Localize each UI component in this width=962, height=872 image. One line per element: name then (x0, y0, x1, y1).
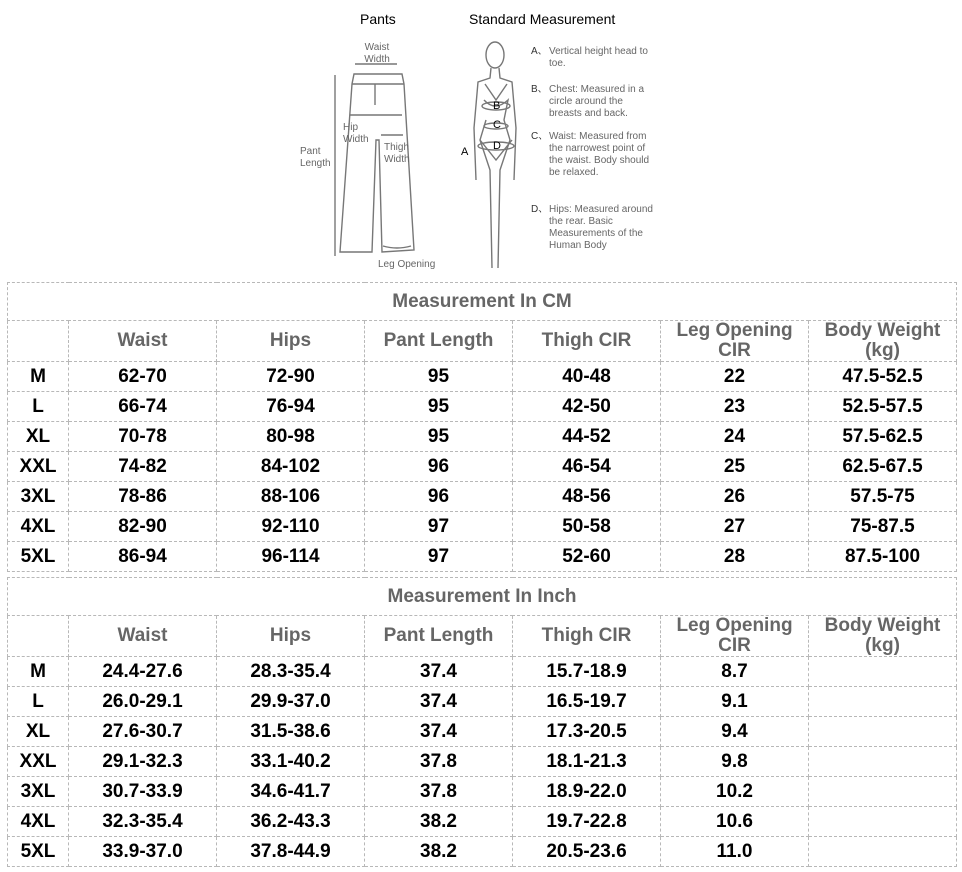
table-cell: 37.8 (365, 777, 513, 807)
table-cell: 18.1-21.3 (513, 747, 661, 777)
size-label: 4XL (8, 512, 69, 542)
table-cell: 24 (661, 422, 809, 452)
size-label: XL (8, 422, 69, 452)
inch-size-table (7, 577, 957, 867)
table-cell: 26.0-29.1 (69, 687, 217, 717)
table-cell: 97 (365, 542, 513, 572)
note-key: D、 (531, 204, 549, 215)
table-cell: 72-90 (217, 362, 365, 392)
table-cell (809, 777, 957, 807)
table-cell: 96 (365, 452, 513, 482)
size-label: 5XL (8, 542, 69, 572)
column-header: Leg Opening CIR (661, 616, 809, 657)
column-header: Pant Length (365, 321, 513, 362)
size-label: XL (8, 717, 69, 747)
table-row (8, 837, 957, 867)
table-cell: 27.6-30.7 (69, 717, 217, 747)
note-key: A、 (531, 46, 548, 57)
table-cell: 95 (365, 362, 513, 392)
column-header: Body Weight (kg) (809, 616, 957, 657)
size-label: XXL (8, 747, 69, 777)
column-header: Hips (217, 616, 365, 657)
pants-title: Pants (360, 11, 396, 27)
table-cell (809, 837, 957, 867)
table-cell: 15.7-18.9 (513, 657, 661, 687)
table-cell: 95 (365, 422, 513, 452)
size-label: M (8, 362, 69, 392)
table-cell: 23 (661, 392, 809, 422)
table-row (8, 717, 957, 747)
column-header (8, 321, 69, 362)
table-title-row (8, 578, 957, 616)
table-cell: 40-48 (513, 362, 661, 392)
marker-c: C (493, 119, 501, 131)
marker-b: B (493, 100, 501, 112)
table-cell: 37.8-44.9 (217, 837, 365, 867)
waist-width-label: Waist Width (364, 42, 390, 65)
column-header: Thigh CIR (513, 321, 661, 362)
table-cell: 19.7-22.8 (513, 807, 661, 837)
size-label: 4XL (8, 807, 69, 837)
table-row (8, 747, 957, 777)
size-label: XXL (8, 452, 69, 482)
table-row (8, 482, 957, 512)
table-cell: 33.1-40.2 (217, 747, 365, 777)
note-key: C、 (531, 131, 549, 142)
table-cell: 11.0 (661, 837, 809, 867)
size-label: 3XL (8, 777, 69, 807)
table-cell: 62-70 (69, 362, 217, 392)
table-cell: 36.2-43.3 (217, 807, 365, 837)
table-cell: 87.5-100 (809, 542, 957, 572)
table-cell: 50-58 (513, 512, 661, 542)
pant-length-label: Pant Length (300, 146, 331, 169)
table-cell: 62.5-67.5 (809, 452, 957, 482)
table-cell: 70-78 (69, 422, 217, 452)
table-cell (809, 717, 957, 747)
table-cell: 29.9-37.0 (217, 687, 365, 717)
table-cell: 22 (661, 362, 809, 392)
table-cell: 8.7 (661, 657, 809, 687)
table-cell: 24.4-27.6 (69, 657, 217, 687)
table-cell: 9.1 (661, 687, 809, 717)
table-cell: 74-82 (69, 452, 217, 482)
table-cell: 75-87.5 (809, 512, 957, 542)
table-cell: 16.5-19.7 (513, 687, 661, 717)
table-cell: 34.6-41.7 (217, 777, 365, 807)
table-cell: 18.9-22.0 (513, 777, 661, 807)
table-cell: 96 (365, 482, 513, 512)
table-cell: 46-54 (513, 452, 661, 482)
hip-width-label: Hip Width (343, 122, 369, 145)
table-cell: 37.4 (365, 717, 513, 747)
table-row (8, 512, 957, 542)
table-cell: 38.2 (365, 837, 513, 867)
note-text: Waist: Measured from the narrowest point of the waist. Body should be relaxed. (549, 131, 650, 178)
table-cell: 66-74 (69, 392, 217, 422)
table-cell: 95 (365, 392, 513, 422)
note-text: Hips: Measured around the rear. Basic Measurements of the Human Body (549, 204, 653, 251)
note-text: Chest: Measured in a circle around the breasts and back. (549, 84, 645, 119)
table-cell: 28 (661, 542, 809, 572)
table-row (8, 657, 957, 687)
table-cell (809, 657, 957, 687)
table-cell (809, 687, 957, 717)
table-cell: 57.5-62.5 (809, 422, 957, 452)
column-header (8, 616, 69, 657)
table-cell: 88-106 (217, 482, 365, 512)
table-row (8, 422, 957, 452)
column-header: Hips (217, 321, 365, 362)
column-header: Leg Opening CIR (661, 321, 809, 362)
table-cell: 33.9-37.0 (69, 837, 217, 867)
column-header: Thigh CIR (513, 616, 661, 657)
table-cell: 10.6 (661, 807, 809, 837)
table-cell: 52.5-57.5 (809, 392, 957, 422)
cm-size-table (7, 282, 957, 572)
table-cell: 37.4 (365, 657, 513, 687)
table-cell (809, 747, 957, 777)
table-row (8, 392, 957, 422)
table-cell: 47.5-52.5 (809, 362, 957, 392)
table-cell: 76-94 (217, 392, 365, 422)
table-cell: 84-102 (217, 452, 365, 482)
size-label: L (8, 687, 69, 717)
table-cell: 31.5-38.6 (217, 717, 365, 747)
table-title: Measurement In CM (8, 283, 957, 321)
table-cell: 92-110 (217, 512, 365, 542)
note-text: Vertical height head to toe. (549, 46, 648, 69)
measurement-diagram (0, 0, 962, 278)
table-cell: 9.8 (661, 747, 809, 777)
marker-a: A (461, 146, 469, 158)
column-header: Waist (69, 321, 217, 362)
table-row (8, 687, 957, 717)
table-cell: 27 (661, 512, 809, 542)
header-row (8, 616, 957, 657)
header-row (8, 321, 957, 362)
table-cell: 30.7-33.9 (69, 777, 217, 807)
table-cell: 96-114 (217, 542, 365, 572)
table-cell: 38.2 (365, 807, 513, 837)
column-header: Pant Length (365, 616, 513, 657)
size-label: L (8, 392, 69, 422)
table-cell: 28.3-35.4 (217, 657, 365, 687)
table-cell: 78-86 (69, 482, 217, 512)
table-cell: 26 (661, 482, 809, 512)
standard-title: Standard Measurement (469, 11, 616, 27)
table-row (8, 777, 957, 807)
thigh-width-label: Thigh Width (384, 142, 410, 165)
table-cell: 10.2 (661, 777, 809, 807)
table-row (8, 452, 957, 482)
size-label: M (8, 657, 69, 687)
table-cell: 17.3-20.5 (513, 717, 661, 747)
leg-opening-label: Leg Opening (378, 259, 436, 270)
table-row (8, 362, 957, 392)
table-cell: 32.3-35.4 (69, 807, 217, 837)
table-cell: 42-50 (513, 392, 661, 422)
table-cell: 80-98 (217, 422, 365, 452)
size-label: 5XL (8, 837, 69, 867)
pants-and-body-illustration (0, 0, 962, 278)
table-cell: 44-52 (513, 422, 661, 452)
table-row (8, 542, 957, 572)
table-row (8, 807, 957, 837)
table-cell: 82-90 (69, 512, 217, 542)
marker-d: D (493, 140, 501, 152)
table-cell: 86-94 (69, 542, 217, 572)
column-header: Body Weight (kg) (809, 321, 957, 362)
table-cell (809, 807, 957, 837)
table-cell: 57.5-75 (809, 482, 957, 512)
note-key: B、 (531, 84, 548, 95)
table-cell: 29.1-32.3 (69, 747, 217, 777)
table-cell: 20.5-23.6 (513, 837, 661, 867)
table-cell: 37.8 (365, 747, 513, 777)
table-title-row (8, 283, 957, 321)
table-cell: 9.4 (661, 717, 809, 747)
column-header: Waist (69, 616, 217, 657)
table-cell: 97 (365, 512, 513, 542)
table-cell: 52-60 (513, 542, 661, 572)
table-cell: 25 (661, 452, 809, 482)
table-title: Measurement In Inch (8, 578, 957, 616)
size-label: 3XL (8, 482, 69, 512)
table-cell: 48-56 (513, 482, 661, 512)
table-cell: 37.4 (365, 687, 513, 717)
